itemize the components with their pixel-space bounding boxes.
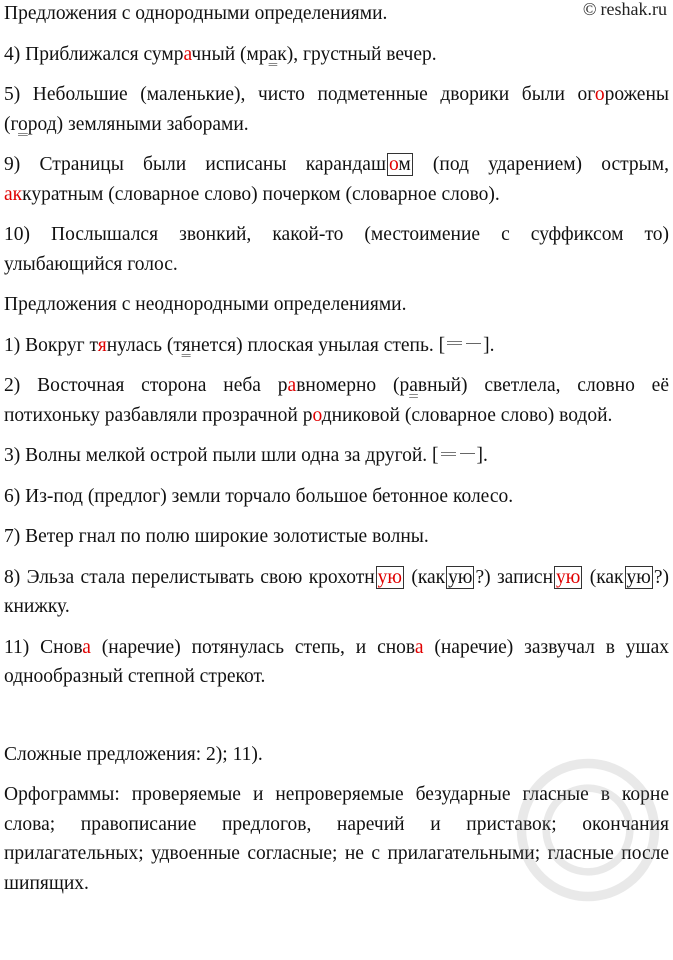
ending-box: ом: [388, 154, 411, 175]
spacer: [4, 703, 669, 740]
stressed-vowel: о: [18, 113, 28, 135]
sentence-6: 6) Из-под (предлог) земли торчало большое бетонное колесо.: [4, 485, 514, 507]
highlighted-vowel: а: [4, 183, 13, 205]
sentence-4: 4) Приближался сумрачный (мрак), грустный вечер.: [4, 43, 437, 65]
stressed-vowel: а: [268, 43, 278, 65]
subject-underline-icon: [447, 341, 462, 345]
sentence-10: 10) Послышался звонкий, какой-то (местоимение с суффиксом то) улыбающийся голос.: [4, 224, 669, 275]
highlighted-vowel: а: [414, 636, 424, 658]
heading-homogeneous: Предложения с однородными определениями.: [4, 3, 388, 24]
ending-box: ую: [377, 566, 402, 588]
highlighted-vowel: о: [388, 154, 399, 175]
ending-box: ую: [626, 566, 651, 588]
highlighted-vowel: а: [183, 43, 192, 65]
sentence-5: 5) Небольшие (маленькие), чисто подметенные дворики были огорожены (город) земляными заборами.: [4, 84, 669, 135]
sentence-7: 7) Ветер гнал по полю широкие золотистые волны.: [4, 526, 429, 547]
highlighted-vowel: я: [97, 334, 107, 356]
subject-underline-icon: [441, 452, 456, 456]
highlighted-vowel: а: [82, 636, 91, 658]
highlighted-vowel: о: [594, 84, 605, 105]
stressed-vowel: я: [181, 334, 191, 356]
sentence-8: 8) Эльза стала перелистывать свою крохотн ую (как ую ?) записн ую (как ую ?) книжку.: [4, 566, 669, 617]
predicate-underline-icon: [460, 453, 475, 454]
ending-box: ую: [556, 566, 581, 588]
document-body: [4, 0, 669, 909]
stressed-vowel: а: [409, 375, 418, 396]
highlighted-vowel: о: [312, 404, 322, 426]
orthograms: Орфограммы: проверяемые и непроверяемые безударные гласные в корне слова; правописание предлогов, наречий и приставок; окончания прилагательных; удвоенные согласные; не с прилагательными; гласные после шипящих.: [4, 784, 669, 894]
complex-sentences: Сложные предложения: 2); 11).: [4, 743, 263, 765]
sentence-11: 11) Снова (наречие) потянулась степь, и снова (наречие) зазвучал в ушах однообразный степной стрекот.: [4, 636, 669, 687]
highlighted-consonant: к: [12, 183, 23, 205]
sentence-3: 3) Волны мелкой острой пыли шли одна за другой. [ ].: [4, 445, 488, 466]
copyright-site: reshak.ru: [600, 0, 667, 19]
ending-box: ую: [448, 566, 473, 588]
copyright-icon: ©: [582, 0, 597, 19]
heading-heterogeneous: Предложения с неоднородными определениями.: [4, 294, 407, 315]
predicate-underline-icon: [466, 343, 481, 344]
sentence-1: 1) Вокруг тянулась (тянется) плоская унылая степь. [ ].: [4, 334, 495, 356]
sentence-9: 9) Страницы были исписаны карандаш ом (под ударением) острым, аккуратным (словарное слово) почерком (словарное слово).: [4, 154, 669, 205]
highlighted-vowel: а: [287, 375, 297, 396]
sentence-2: 2) Восточная сторона неба равномерно (равный) светлела, словно её потихоньку разбавляли прозрачной родниковой (словарное слово) водой.: [4, 375, 669, 426]
